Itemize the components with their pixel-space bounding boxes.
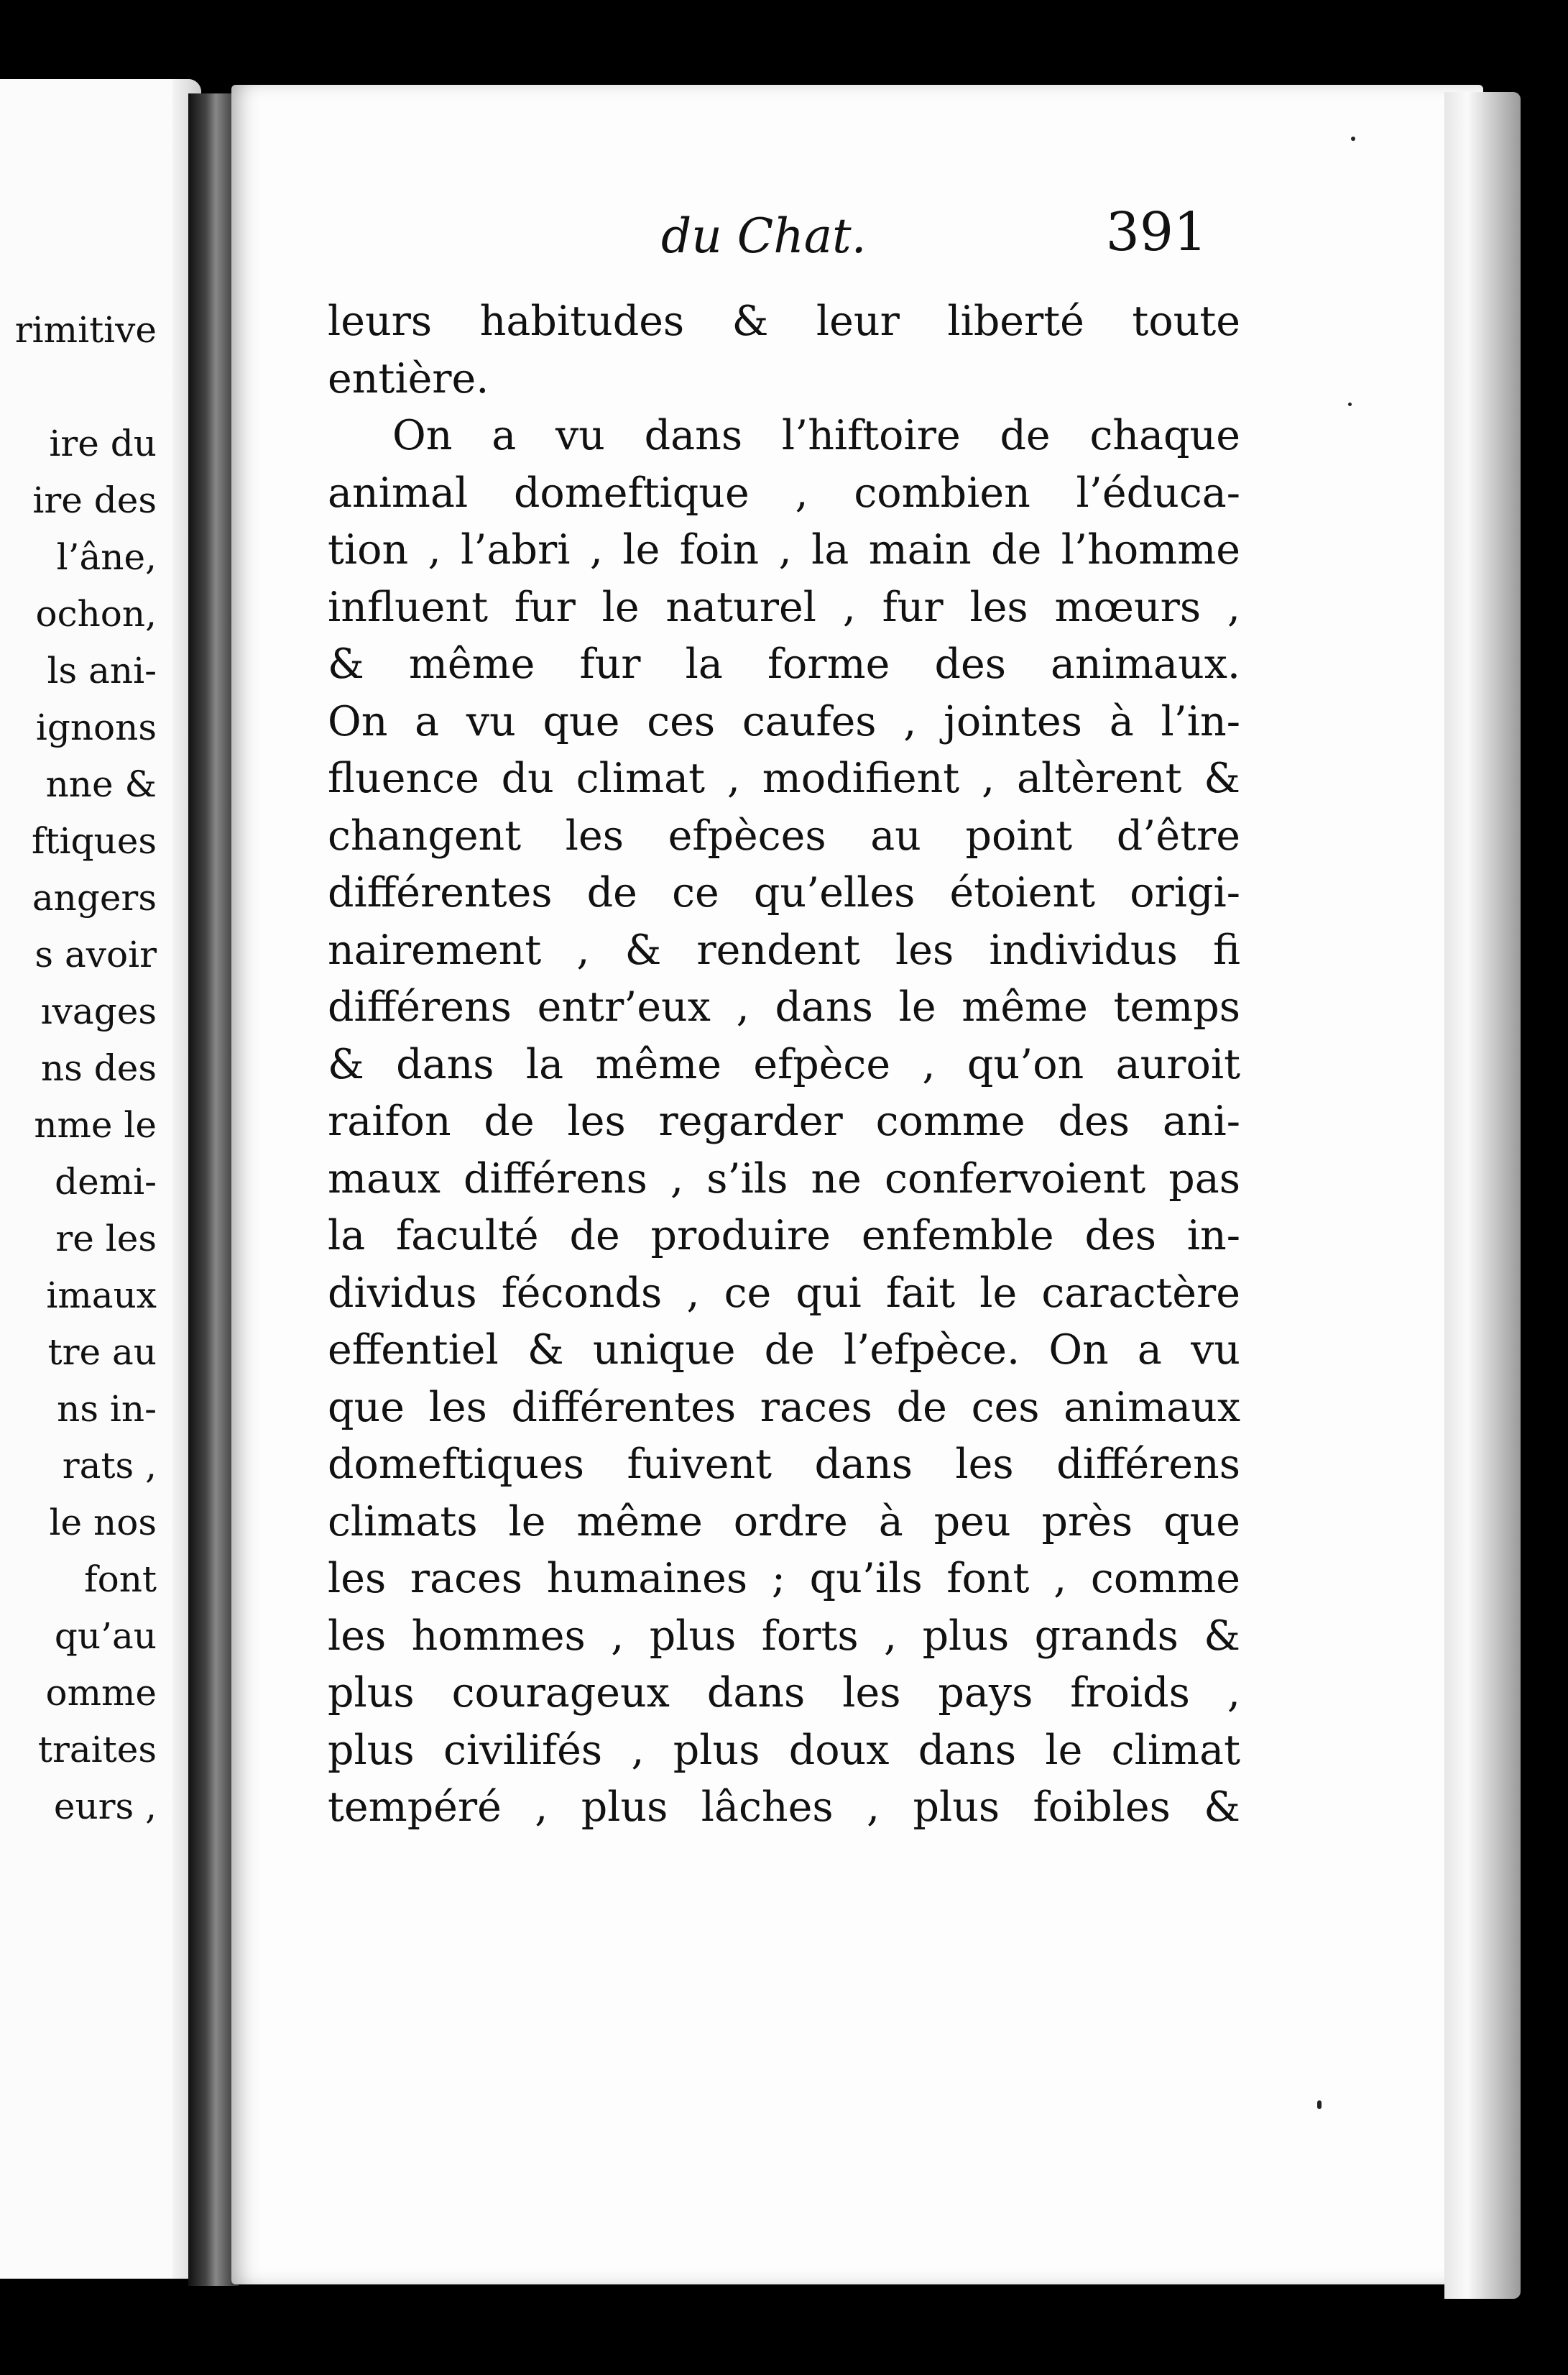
speck-mark [1351,137,1355,141]
left-line: omme [45,1672,157,1714]
text-line: maux différens , s’ils ne confervoient pas [328,1154,1240,1203]
left-line: ıvages [40,991,157,1032]
text-line: & même fur la forme des animaux. [328,640,1240,688]
left-line: l’âne, [56,536,157,578]
left-line: ns des [40,1047,157,1089]
left-line: le nos [49,1502,157,1543]
left-line: qu’au [54,1615,157,1657]
text-line: tion , l’abri , le foin , la main de l’homme [328,526,1240,574]
text-line: raifon de les regarder comme des ani- [328,1098,1240,1145]
left-line: s avoir [34,934,157,975]
page-edge [1444,92,1521,2299]
page-number: 391 [1105,201,1207,263]
text-line: les races humaines ; qu’ils font , comme [328,1555,1240,1602]
left-line: nme le [34,1104,157,1146]
text-line: entière. [328,354,489,403]
left-line: ls ani- [47,650,157,692]
text-line: tempéré , plus lâches , plus foibles & [328,1783,1240,1831]
text-line: que les différentes races de ces animaux [328,1383,1240,1431]
left-line: tre au [47,1331,157,1373]
text-line: influent fur le naturel , fur les mœurs , [328,583,1240,631]
running-header [323,201,1207,280]
left-line: rats , [62,1445,157,1487]
left-line [15,359,157,415]
speck-mark [1317,2100,1322,2109]
text-line: climats le même ordre à peu près que [328,1497,1240,1545]
left-line: traites [37,1729,157,1770]
left-page [0,79,201,2279]
text-line: animal domeftique , combien l’éduca- [328,469,1240,517]
text-line: plus courageux dans les pays froids , [328,1669,1240,1717]
text-line: différentes de ce qu’elles étoient origi- [328,869,1240,917]
text-line: différens entr’eux , dans le même temps [328,983,1240,1031]
text-line: plus civilifés , plus doux dans le climat [328,1726,1240,1774]
left-line: rimitive [14,309,157,351]
text-line: fluence du climat , modifient , altèrent & [328,755,1240,802]
speck-mark [1348,403,1352,406]
text-line: On a vu dans l’hiftoire de chaque [392,412,1240,459]
left-line: re les [55,1218,157,1259]
left-line: font [84,1558,157,1600]
left-page-text [15,302,157,1835]
text-line: & dans la même efpèce , qu’on auroit [328,1040,1240,1088]
running-title: du Chat. [661,208,867,264]
text-line: effentiel & unique de l’efpèce. On a vu [328,1326,1240,1374]
text-line: dividus féconds , ce qui fait le caractère [328,1269,1240,1317]
left-line: angers [32,877,157,919]
left-line: ochon, [35,593,157,635]
body-text [328,293,1240,1837]
text-line: changent les efpèces au point d’être [328,812,1240,860]
text-line: nairement , & rendent les individus fi [328,926,1240,974]
left-line: eurs , [53,1786,157,1827]
left-line: ire des [32,479,157,521]
left-line: nne & [45,763,157,805]
left-line: ns in- [57,1388,157,1430]
left-line: ignons [35,707,157,748]
text-line: domeftiques fuivent dans les différens [328,1441,1240,1488]
text-line: On a vu que ces caufes , jointes à l’in- [328,697,1240,745]
text-line: les hommes , plus forts , plus grands & [328,1612,1240,1660]
text-line: la faculté de produire enfemble des in- [328,1212,1240,1259]
text-line: leurs habitudes & leur liberté toute [328,298,1240,345]
left-line: ftiques [31,820,157,862]
left-line: demi- [55,1161,157,1203]
left-line: ire du [49,423,157,464]
left-line: imaux [46,1274,157,1316]
